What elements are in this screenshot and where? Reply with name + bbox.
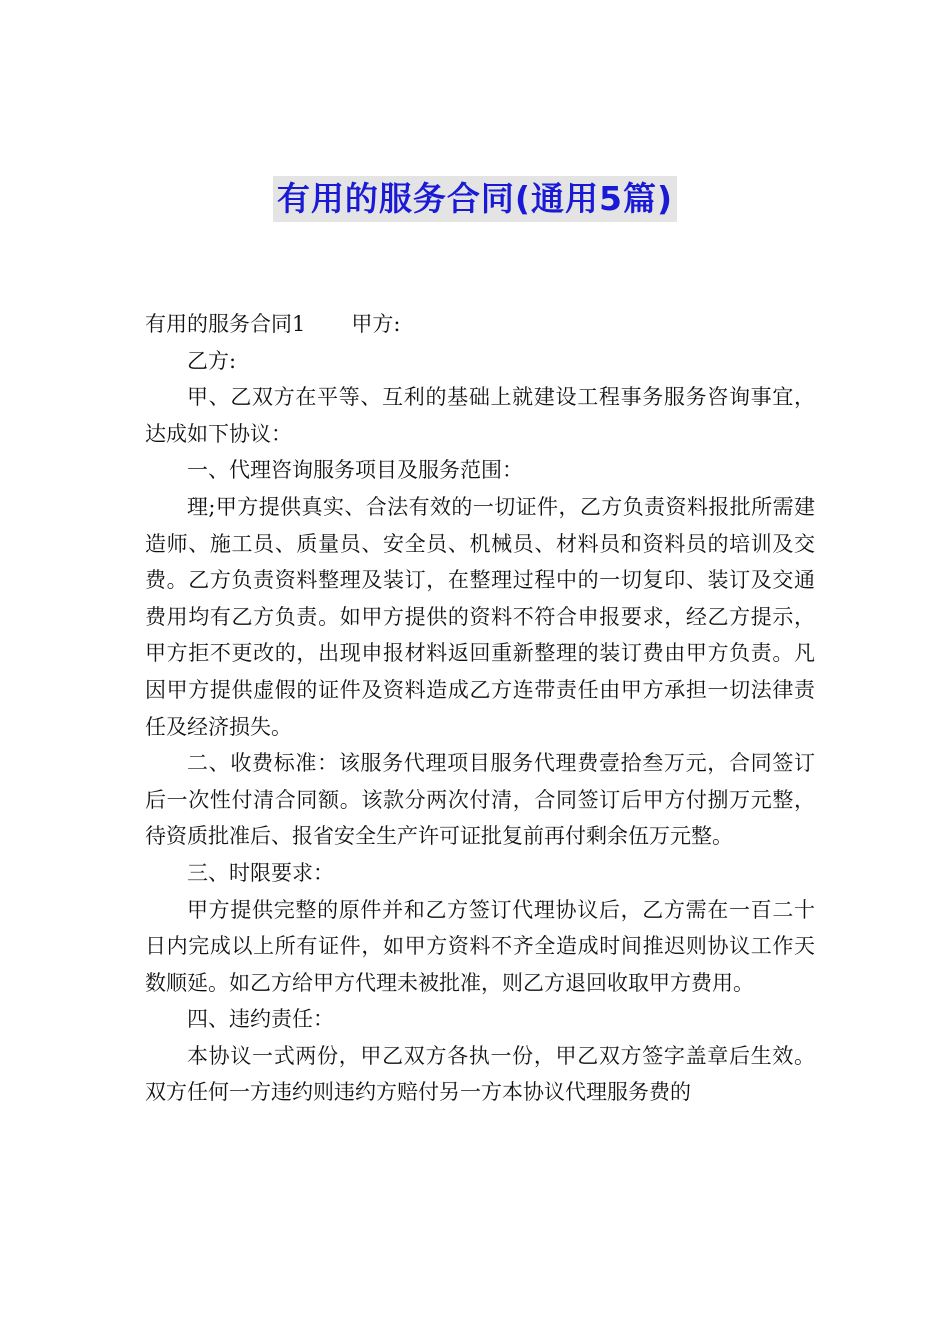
clause-heading: 一、代理咨询服务项目及服务范围： <box>187 458 523 483</box>
section-heading: 有用的服务合同1 <box>145 312 306 336</box>
paragraph: 二、收费标准：该服务代理项目服务代理费壹拾叁万元，合同签订后一次性付清合同额。该款分两次付清，合同签订后甲方付捌万元整，待资质批准后、报省安全生产许可证批复前再付剩余伍万元整。 <box>145 751 815 849</box>
clause-heading: 三、时限要求： <box>187 860 334 885</box>
paragraph: 甲、乙双方在平等、互利的基础上就建设工程事务服务咨询事宜，达成如下协议： <box>145 385 815 446</box>
document-title: 有用的服务合同(通用5篇) <box>273 176 677 222</box>
opening-line <box>145 306 815 343</box>
party-b-label: 乙方: <box>187 348 237 373</box>
contract-body <box>145 306 815 1111</box>
title-container <box>0 176 950 222</box>
paragraph: 理;甲方提供真实、合法有效的一切证件，乙方负责资料报批所需建造师、施工员、质量员、安全员、机械员、材料员和资料员的培训及交费。乙方负责资料整理及装订，在整理过程中的一切复印、装订及交通费用均有乙方负责。如甲方提供的资料不符合申报要求，经乙方提示，甲方拒不更改的，出现申报材料返回重新整理的装订费由甲方负责。凡因甲方提供虚假的证件及资料造成乙方连带责任由甲方承担一切法律责任及经济损失。 <box>145 494 815 739</box>
paragraph: 本协议一式两份，甲乙双方各执一份，甲乙双方签字盖章后生效。双方任何一方违约则违约方赔付另一方本协议代理服务费的 <box>145 1043 815 1105</box>
party-a-label: 甲方: <box>351 312 401 336</box>
paragraph: 甲方提供完整的原件并和乙方签订代理协议后，乙方需在一百二十日内完成以上所有证件，如甲方资料不齐全造成时间推迟则协议工作天数顺延。如乙方给甲方代理未被批准，则乙方退回收取甲方费用。 <box>145 897 815 995</box>
clause-heading: 四、违约责任： <box>187 1007 334 1032</box>
